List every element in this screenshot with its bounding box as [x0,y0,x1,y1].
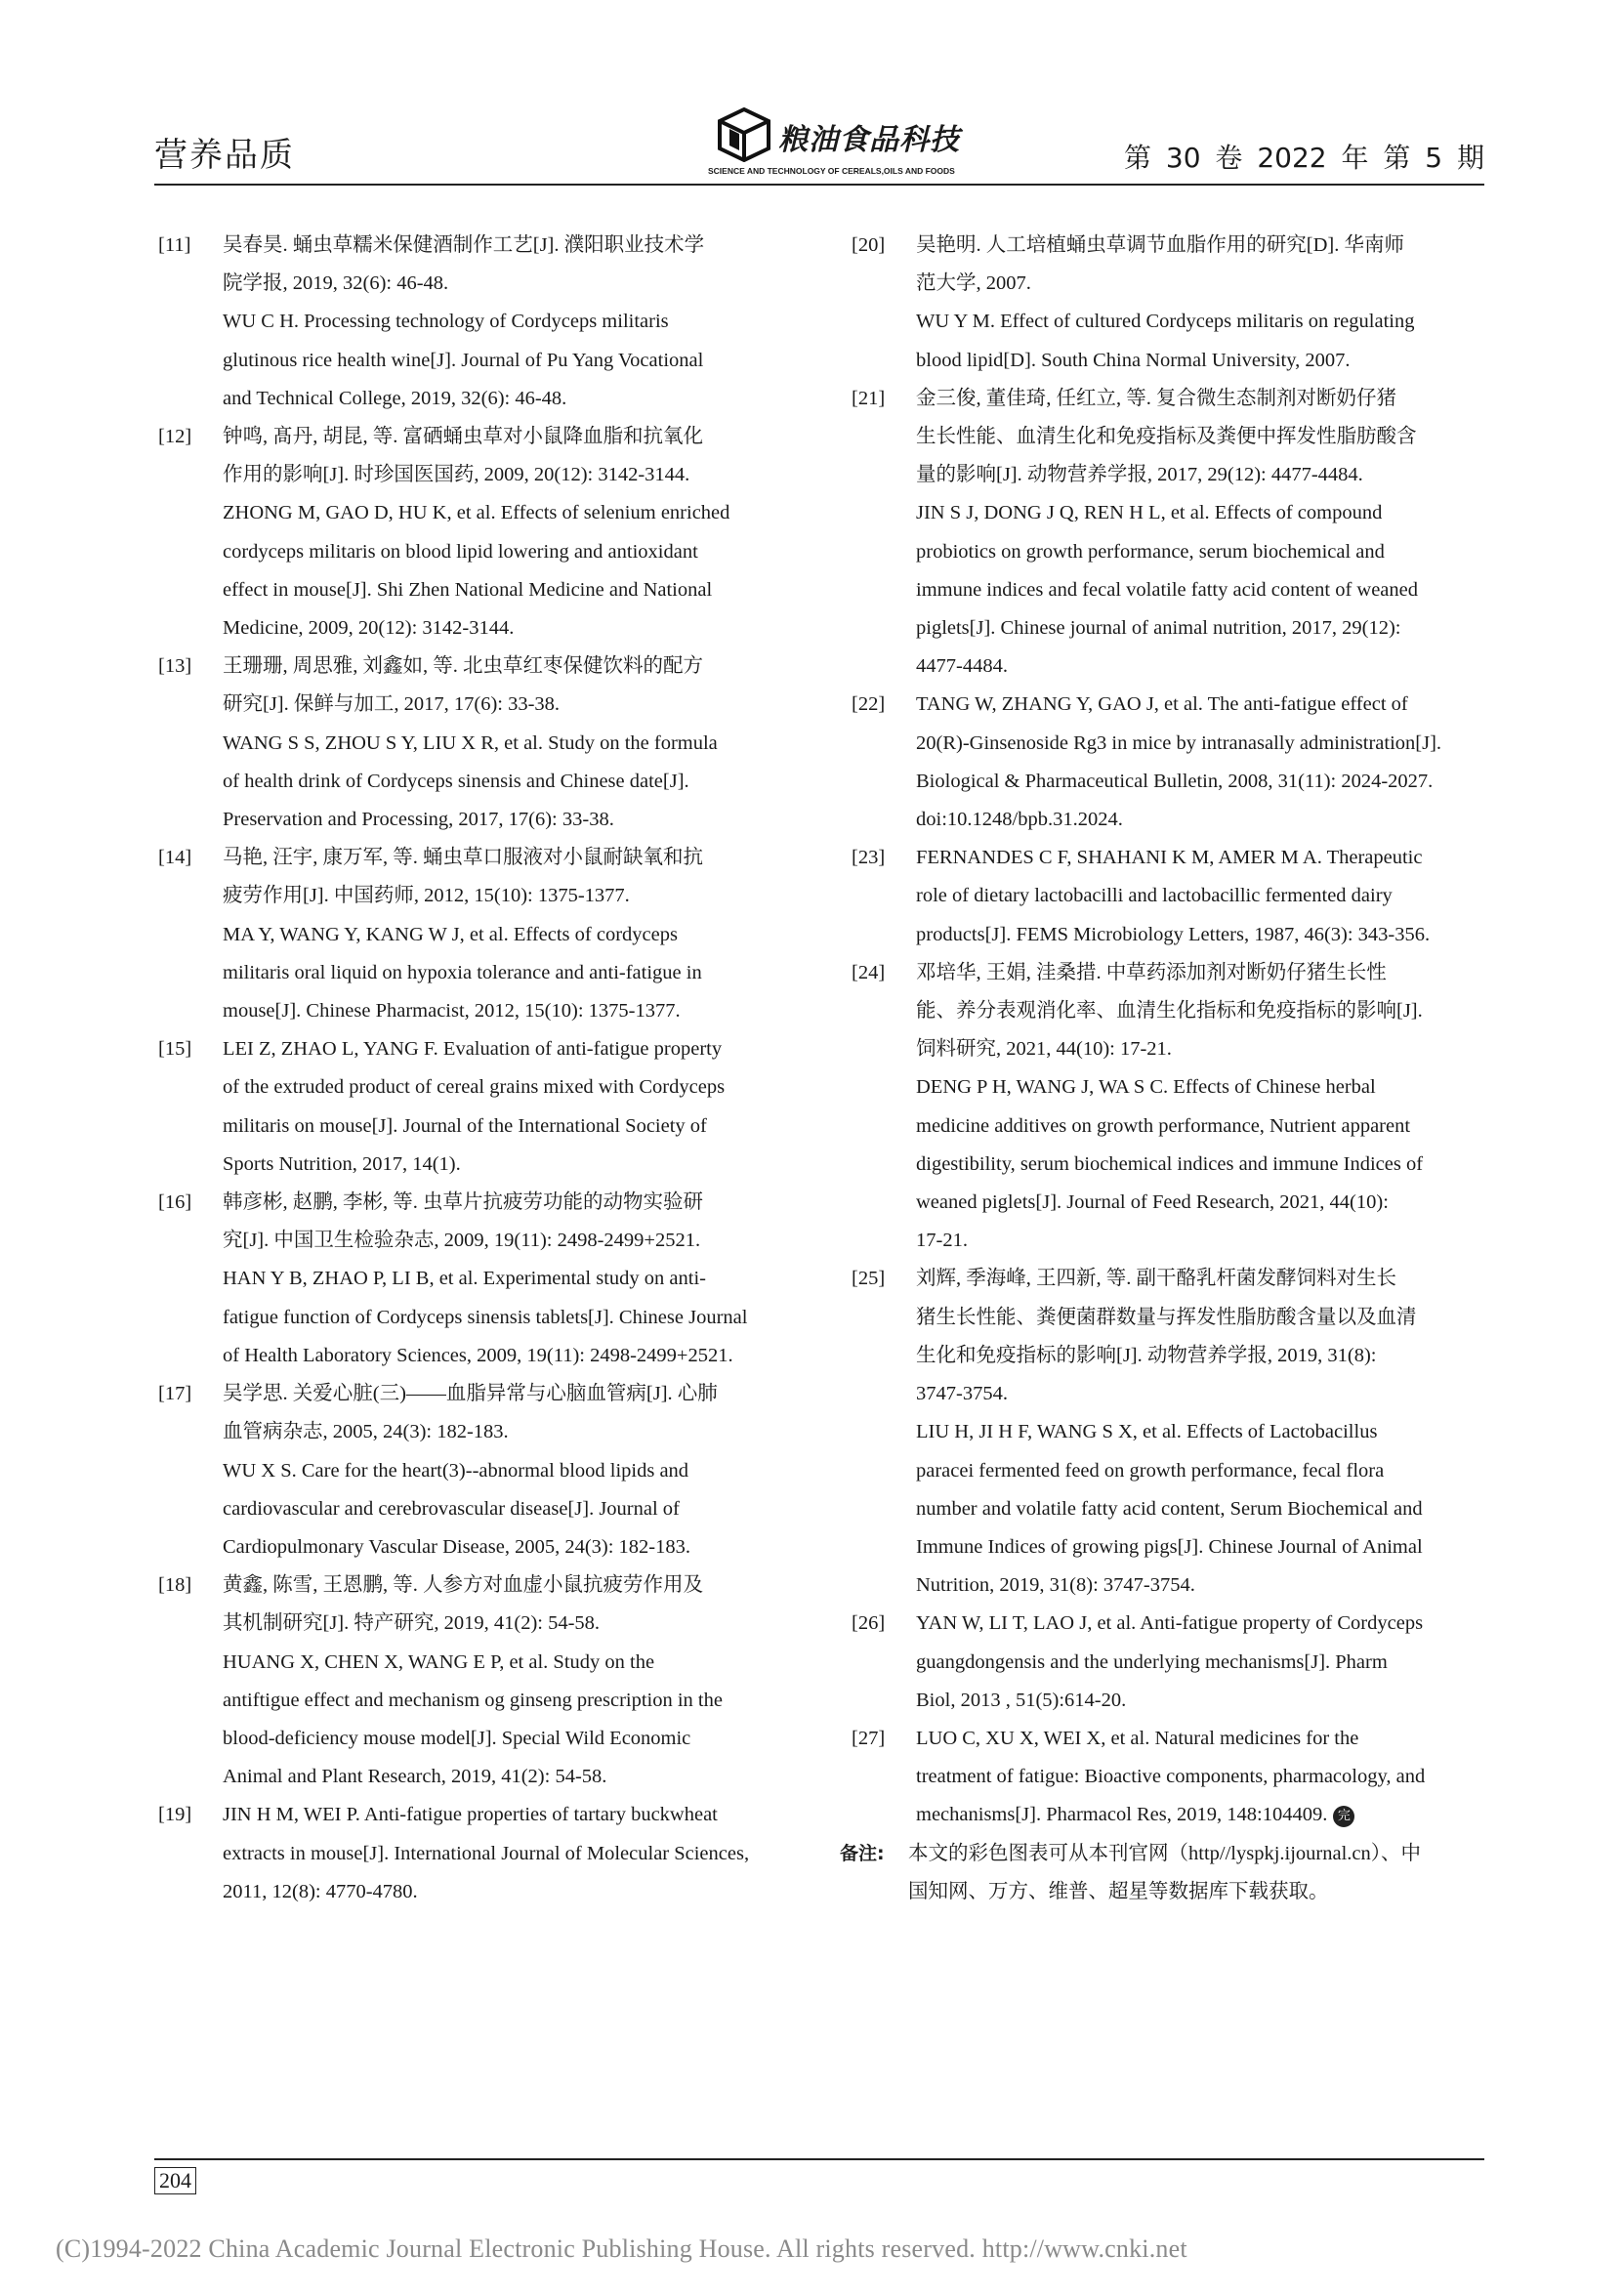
reference-line: mechanisms[J]. Pharmacol Res, 2019, 148:104409. [916,1804,1328,1826]
logo-title: 粮油食品科技 [778,123,960,157]
reference-number: [14] [158,847,192,869]
reference-item [154,647,791,839]
reference-line: of Health Laboratory Sciences, 2009, 19(11): 2498-2499+2521. [223,1344,733,1366]
reference-line: effect in mouse[J]. Shi Zhen National Medicine and National [223,578,713,601]
reference-line: LEI Z, ZHAO L, YANG F. Evaluation of anti-fatigue property [223,1038,723,1061]
reference-line: 生化和免疫指标的影响[J]. 动物营养学报, 2019, 31(8): [916,1344,1377,1366]
reference-line: piglets[J]. Chinese journal of animal nutrition, 2017, 29(12): [916,617,1401,640]
reference-number: [15] [158,1038,192,1061]
reference-number: [19] [158,1804,192,1826]
reference-line: JIN H M, WEI P. Anti-fatigue properties of tartary buckwheat [223,1804,718,1826]
reference-line: number and volatile fatty acid content, Serum Biochemical and [916,1497,1423,1520]
note-line: 国知网、万方、维普、超星等数据库下载获取。 [908,1880,1329,1902]
reference-line: LIU H, JI H F, WANG S X, et al. Effects of Lactobacillus [916,1421,1378,1443]
reference-line: blood-deficiency mouse model[J]. Special Wild Economic [223,1727,691,1749]
reference-number: [13] [158,655,192,678]
reference-line: mouse[J]. Chinese Pharmacist, 2012, 15(10): 1375-1377. [223,1000,681,1023]
reference-number: [24] [852,961,886,983]
reference-number: [18] [158,1574,192,1597]
reference-line: Animal and Plant Research, 2019, 41(2): 54-58. [223,1766,607,1788]
reference-line: fatigue function of Cordyceps sinensis tablets[J]. Chinese Journal [223,1306,748,1328]
reference-item [848,686,1484,839]
reference-line: WU Y M. Effect of cultured Cordyceps militaris on regulating [916,311,1415,333]
reference-line: 生长性能、血清生化和免疫指标及粪便中挥发性脂肪酸含 [916,426,1417,448]
reference-number: [20] [852,234,886,256]
reference-line: Preservation and Processing, 2017, 17(6): 33-38. [223,809,614,831]
reference-line: 20(R)-Ginsenoside Rg3 in mice by intranasally administration[J]. [916,731,1442,754]
reference-line: FERNANDES C F, SHAHANI K M, AMER M A. Therapeutic [916,847,1423,869]
reference-line: 金三俊, 董佳琦, 任红立, 等. 复合微生态制剂对断奶仔猪 [916,387,1396,409]
reference-line: cardiovascular and cerebrovascular disease[J]. Journal of [223,1497,680,1520]
reference-line: blood lipid[D]. South China Normal University, 2007. [916,349,1351,371]
reference-item [848,227,1484,380]
reference-line: 马艳, 汪宇, 康万军, 等. 蛹虫草口服液对小鼠耐缺氧和抗 [223,847,703,869]
reference-line: Immune Indices of growing pigs[J]. Chinese Journal of Animal [916,1535,1423,1558]
reference-item [848,1720,1484,1835]
reference-line: role of dietary lactobacilli and lactobacillic fermented dairy [916,885,1393,907]
reference-line: 2011, 12(8): 4770-4780. [223,1880,418,1902]
reference-line: 其机制研究[J]. 特产研究, 2019, 41(2): 54-58. [223,1612,601,1635]
reference-line: and Technical College, 2019, 32(6): 46-48. [223,387,567,409]
header-rule [154,184,1484,186]
reference-number: [12] [158,426,192,448]
reference-line: YAN W, LI T, LAO J, et al. Anti-fatigue property of Cordyceps [916,1612,1424,1635]
reference-line: 研究[J]. 保鲜与加工, 2017, 17(6): 33-38. [223,693,561,716]
reference-item [848,1260,1484,1605]
reference-line: 吴春昊. 蛹虫草糯米保健酒制作工艺[J]. 濮阳职业技术学 [223,234,705,256]
footer-rule [154,2158,1484,2160]
page-number: 204 [154,2167,196,2194]
reference-item [848,380,1484,687]
reference-line: of health drink of Cordyceps sinensis and Chinese date[J]. [223,770,689,792]
end-mark-icon: 完 [1333,1806,1354,1827]
reference-line: 范大学, 2007. [916,272,1031,295]
reference-line: 猪生长性能、粪便菌群数量与挥发性脂肪酸含量以及血清 [916,1306,1417,1328]
reference-item [154,839,791,1030]
reference-line: TANG W, ZHANG Y, GAO J, et al. The anti-fatigue effect of [916,693,1408,716]
reference-line: antiftigue effect and mechanism og ginseng prescription in the [223,1689,723,1711]
reference-number: [26] [852,1612,886,1635]
reference-line: HUANG X, CHEN X, WANG E P, et al. Study on the [223,1650,655,1673]
issue-info: 第 30 卷 2022 年 第 5 期 [1123,142,1484,174]
reference-line: 饲料研究, 2021, 44(10): 17-21. [916,1038,1172,1061]
reference-line: digestibility, serum biochemical indices and immune Indices of [916,1152,1424,1175]
reference-line: Biological & Pharmaceutical Bulletin, 2008, 31(11): 2024-2027. [916,770,1434,792]
reference-line: paracei fermented feed on growth performance, fecal flora [916,1459,1385,1482]
reference-number: [21] [852,387,886,409]
reference-line: medicine additives on growth performance, Nutrient apparent [916,1114,1411,1137]
reference-line: glutinous rice health wine[J]. Journal of Pu Yang Vocational [223,349,704,371]
reference-line: 能、养分表观消化率、血清生化指标和免疫指标的影响[J]. [916,1000,1423,1023]
reference-line: cordyceps militaris on blood lipid lowering and antioxidant [223,540,698,563]
journal-logo [708,102,970,180]
page-header [154,98,1484,186]
reference-item [848,839,1484,954]
reference-line: 韩彦彬, 赵鹏, 李彬, 等. 虫草片抗疲劳功能的动物实验研 [223,1191,703,1214]
reference-line: Sports Nutrition, 2017, 14(1). [223,1152,461,1175]
note-line: 本文的彩色图表可从本刊官网（http//lyspkj.ijournal.cn）、中 [908,1842,1422,1864]
reference-line: 血管病杂志, 2005, 24(3): 182-183. [223,1421,509,1443]
reference-line: weaned piglets[J]. Journal of Feed Research, 2021, 44(10): [916,1191,1389,1214]
reference-line: doi:10.1248/bpb.31.2024. [916,809,1123,831]
reference-line: 疲劳作用[J]. 中国药师, 2012, 15(10): 1375-1377. [223,885,630,907]
reference-line: militaris oral liquid on hypoxia tolerance and anti-fatigue in [223,961,702,983]
reference-number: [22] [852,693,886,716]
reference-line: HAN Y B, ZHAO P, LI B, et al. Experimental study on anti- [223,1268,706,1290]
copyright-notice: (C)1994-2022 China Academic Journal Electronic Publishing House. All rights reserved. http://www.cnki.net [56,2234,1187,2263]
reference-line: extracts in mouse[J]. International Journal of Molecular Sciences, [223,1842,750,1864]
reference-line: 究[J]. 中国卫生检验杂志, 2009, 19(11): 2498-2499+2521. [223,1230,701,1252]
reference-line: WANG S S, ZHOU S Y, LIU X R, et al. Study on the formula [223,731,718,754]
reference-item [848,954,1484,1261]
reference-line: 王珊珊, 周思雅, 刘鑫如, 等. 北虫草红枣保健饮料的配方 [223,655,703,678]
reference-line: Cardiopulmonary Vascular Disease, 2005, 24(3): 182-183. [223,1535,690,1558]
reference-number: [17] [158,1383,192,1405]
reference-line: 17-21. [916,1230,968,1252]
logo-subtitle: SCIENCE AND TECHNOLOGY OF CEREALS,OILS AND FOODS [708,166,955,176]
note-block [840,1835,1484,1911]
reference-line: MA Y, WANG Y, KANG W J, et al. Effects of cordyceps [223,923,678,945]
reference-line: Nutrition, 2019, 31(8): 3747-3754. [916,1574,1195,1597]
reference-line: probiotics on growth performance, serum biochemical and [916,540,1385,563]
reference-line: 钟鸣, 髙丹, 胡昆, 等. 富硒蛹虫草对小鼠降血脂和抗氧化 [223,426,703,448]
references-left-column [154,227,791,1911]
reference-line: WU C H. Processing technology of Cordyceps militaris [223,311,669,333]
note-label: 备注: [840,1842,885,1864]
references-right-column [840,227,1484,1911]
reference-line: 作用的影响[J]. 时珍国医国药, 2009, 20(12): 3142-3144. [223,464,690,486]
reference-item [848,1605,1484,1720]
journal-section: 营养品质 [154,136,295,175]
reference-line: Biol, 2013 , 51(5):614-20. [916,1689,1127,1711]
reference-number: [25] [852,1268,886,1290]
reference-line: 邓培华, 王娟, 洼桑措. 中草药添加剂对断奶仔猪生长性 [916,961,1387,983]
reference-number: [23] [852,847,886,869]
reference-line: products[J]. FEMS Microbiology Letters, 1987, 46(3): 343-356. [916,923,1431,945]
reference-number: [27] [852,1727,886,1749]
reference-line: treatment of fatigue: Bioactive components, pharmacology, and [916,1766,1426,1788]
reference-line: guangdongensis and the underlying mechanisms[J]. Pharm [916,1650,1388,1673]
reference-item [154,227,791,418]
reference-item [154,1030,791,1184]
reference-line: LUO C, XU X, WEI X, et al. Natural medicines for the [916,1727,1359,1749]
reference-line: 吴学思. 关爱心脏(三)——血脂异常与心脑血管病[J]. 心肺 [223,1383,718,1405]
reference-line: 3747-3754. [916,1383,1008,1405]
reference-line: militaris on mouse[J]. Journal of the International Society of [223,1114,707,1137]
reference-line: 黄鑫, 陈雪, 王恩鹏, 等. 人参方对血虚小鼠抗疲劳作用及 [223,1574,703,1597]
reference-item [154,1184,791,1375]
reference-line: 4477-4484. [916,655,1008,678]
reference-line: WU X S. Care for the heart(3)--abnormal blood lipids and [223,1459,689,1482]
reference-line: of the extruded product of cereal grains mixed with Cordyceps [223,1076,726,1099]
reference-line-with-end [916,1796,1484,1834]
reference-line: ZHONG M, GAO D, HU K, et al. Effects of selenium enriched [223,502,730,524]
reference-line: 院学报, 2019, 32(6): 46-48. [223,272,449,295]
reference-item [154,1375,791,1566]
reference-line: 刘辉, 季海峰, 王四新, 等. 副干酪乳杆菌发酵饲料对生长 [916,1268,1396,1290]
logo-cube-icon [716,107,772,162]
reference-item [154,1566,791,1796]
reference-item [154,418,791,647]
reference-item [154,1796,791,1911]
reference-line: immune indices and fecal volatile fatty acid content of weaned [916,578,1419,601]
reference-line: Medicine, 2009, 20(12): 3142-3144. [223,617,515,640]
reference-number: [16] [158,1191,192,1214]
reference-line: 量的影响[J]. 动物营养学报, 2017, 29(12): 4477-4484. [916,464,1363,486]
reference-number: [11] [158,234,191,256]
reference-line: JIN S J, DONG J Q, REN H L, et al. Effects of compound [916,502,1383,524]
reference-line: 吴艳明. 人工培植蛹虫草调节血脂作用的研究[D]. 华南师 [916,234,1404,256]
reference-line: DENG P H, WANG J, WA S C. Effects of Chinese herbal [916,1076,1376,1099]
